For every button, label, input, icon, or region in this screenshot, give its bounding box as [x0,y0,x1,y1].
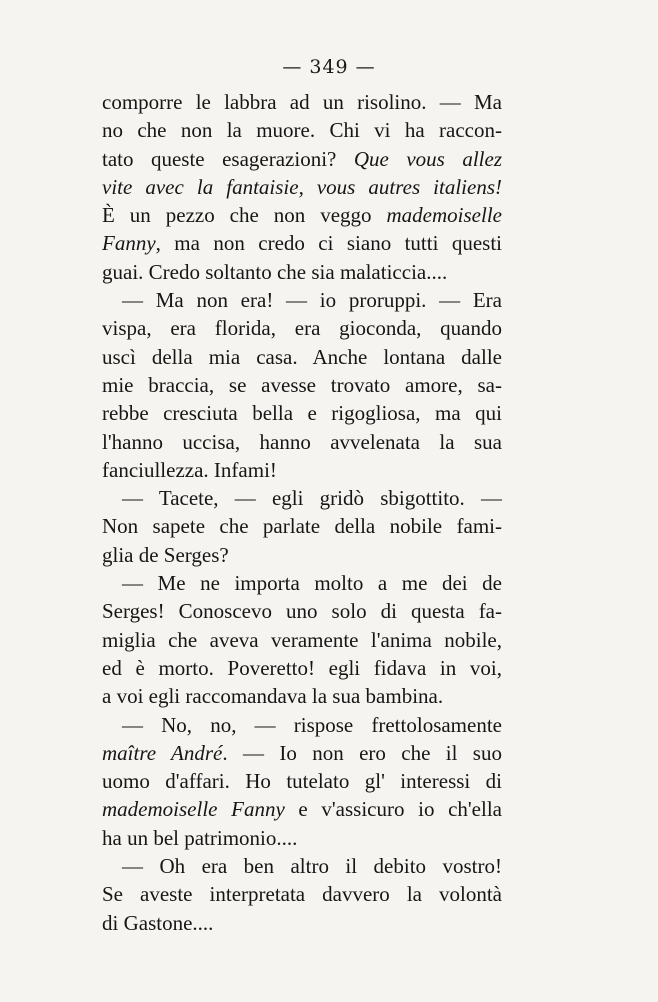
text-line: miglia che aveva veramente l'anima nobile, [102,627,502,652]
text-line: — Ma non era! — io proruppi. — Era [122,288,502,313]
text-line: di Gastone.... [102,910,214,935]
text-line: vispa, era florida, era gioconda, quando [102,316,502,341]
text-line: — Oh era ben altro il debito vostro! [122,854,502,879]
text-line: glia de Serges? [102,542,229,567]
italic-name: maître André [102,740,223,765]
italic-name: Fanny [102,231,156,256]
text-line: l'hanno uccisa, hanno avvelenata la sua [102,429,502,454]
text-line: a voi egli raccomandava la sua bambina. [102,684,444,709]
text-line: mie braccia, se avesse trovato amore, sa- [102,372,502,397]
body-text [102,88,502,937]
text-line: È un pezzo che non veggo mademoiselle [102,203,502,228]
text-line: Serges! Conoscevo uno solo di questa fa- [102,599,502,624]
text-line: — Tacete, — egli gridò sbigottito. — [122,486,502,511]
page-number: — 349 — [282,56,376,78]
text-line: Fanny, ma non credo ci siano tutti questi [102,231,502,256]
text-line: no che non la muore. Chi vi ha raccon- [102,118,502,143]
text-line: rebbe cresciuta bella e rigogliosa, ma qui [102,401,502,426]
text-line: maître André. — Io non ero che il suo [102,740,502,765]
text-line: — Me ne importa molto a me dei de [122,571,502,596]
text-line: uscì della mia casa. Anche lontana dalle [102,344,502,369]
text-line: — No, no, — rispose frettolosamente [122,712,502,737]
text-line: ha un bel patrimonio.... [102,825,298,850]
text-line: ed è morto. Poveretto! egli fidava in voi, [102,655,502,680]
text-line: fanciullezza. Infami! [102,457,277,482]
text-line: guai. Credo soltanto che sia malaticcia.... [102,259,448,284]
italic-name: mademoiselle Fanny [102,797,285,822]
text-line: uomo d'affari. Ho tutelato gl' interessi di [102,769,502,794]
italic-quote: Que vous allez [353,146,502,171]
text-line: vite avec la fantaisie, vous autres italiens! [102,174,502,199]
text-line: Se aveste interpretata davvero la volontà [102,882,502,907]
text-line: comporre le labbra ad un risolino. — Ma [102,90,502,114]
text-line: Non sapete che parlate della nobile fami- [102,514,502,539]
text-line: tato queste esagerazioni? Que vous allez [102,146,502,171]
text-line: mademoiselle Fanny e v'assicuro io ch'ella [102,797,502,822]
italic-name: mademoiselle [386,203,502,228]
